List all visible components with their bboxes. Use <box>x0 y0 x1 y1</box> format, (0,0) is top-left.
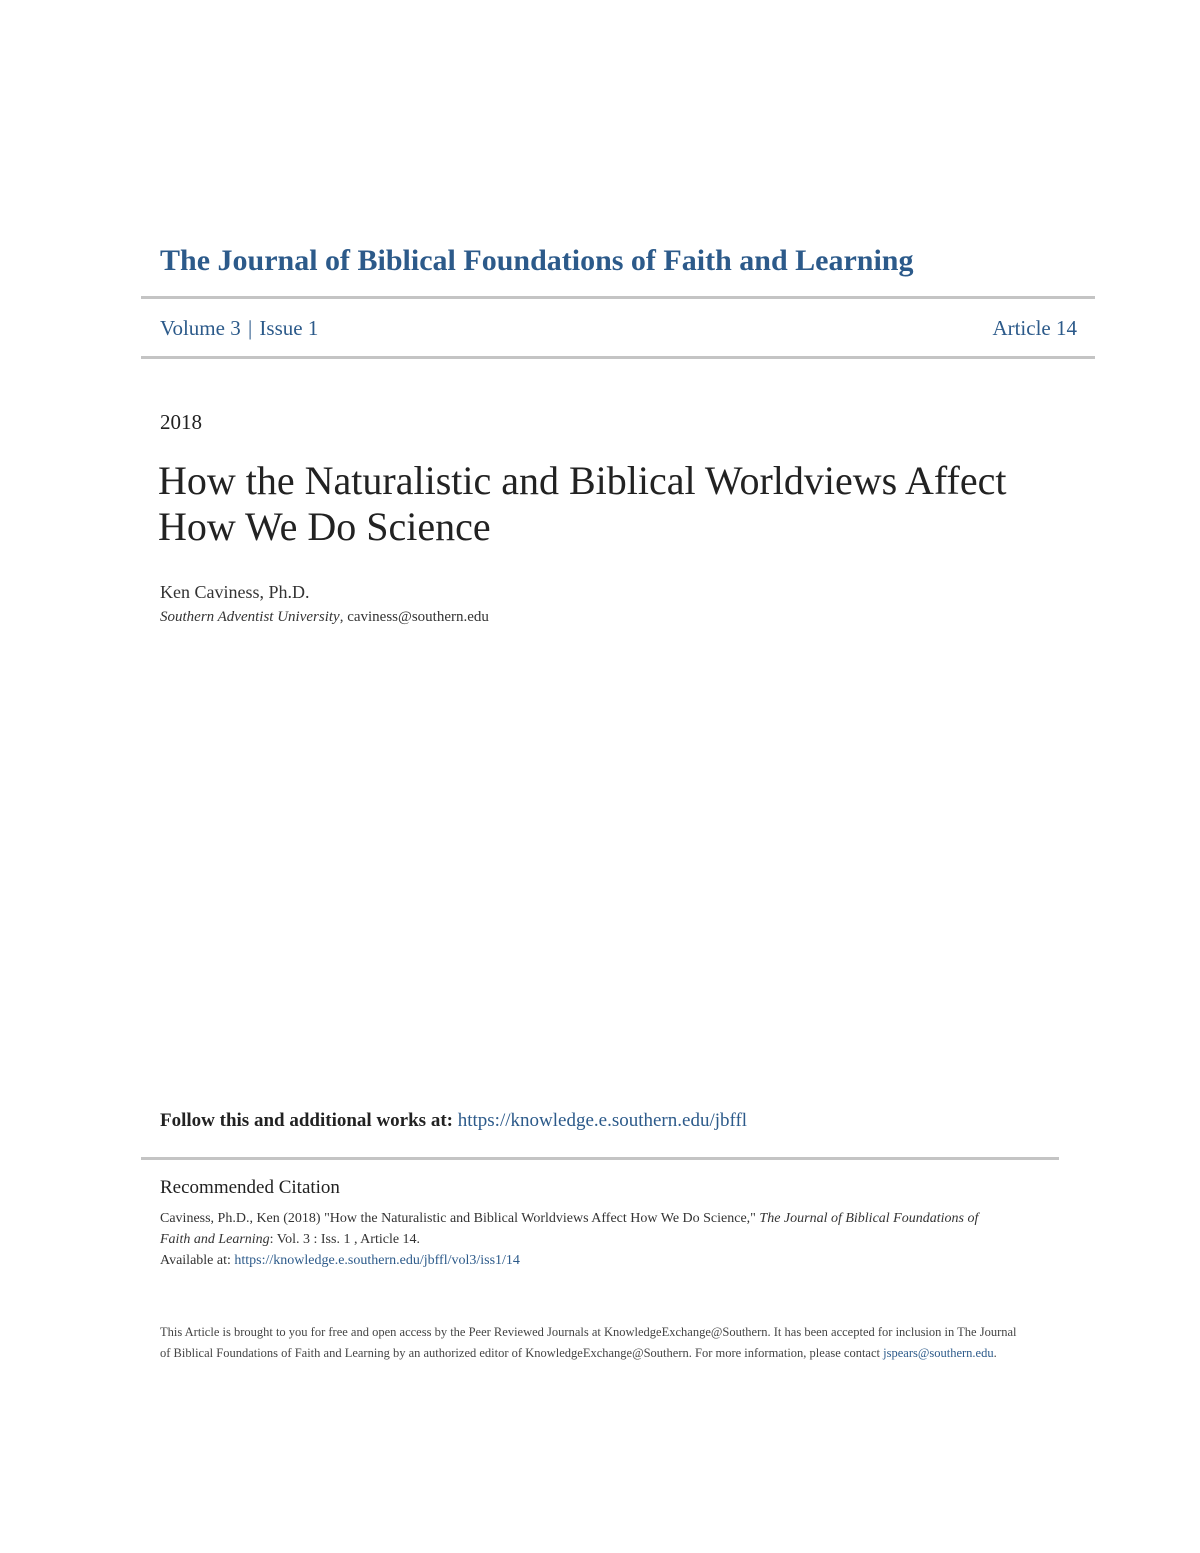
article-number-link[interactable]: Article 14 <box>992 316 1077 340</box>
citation-text: Caviness, Ph.D., Ken (2018) "How the Naturalistic and Biblical Worldviews Affect How We Do Science," <box>160 1211 756 1226</box>
citation-volume: : Vol. 3 : Iss. 1 , Article 14. <box>269 1232 421 1247</box>
issue-link[interactable]: Issue 1 <box>259 316 319 340</box>
publication-year: 2018 <box>160 410 202 434</box>
follow-line <box>160 1110 747 1132</box>
author-affiliation <box>160 609 489 626</box>
follow-link[interactable]: https://knowledge.e.southern.edu/jbffl <box>457 1110 748 1131</box>
citation-journal: The Journal of Biblical Foundations of Faith and Learning <box>160 1211 979 1247</box>
affiliation-comma: , <box>339 609 348 625</box>
top-divider <box>141 296 1095 299</box>
follow-label: Follow this and additional works at: <box>160 1110 453 1131</box>
available-label: Available at: <box>160 1253 231 1268</box>
access-note-text: This Article is brought to you for free and open access by the Peer Reviewed Journals at KnowledgeExchange@Southern. It has been accepted for inclusion in The Journal of Biblical Foundations of Faith and Learning by an authorized editor of KnowledgeExchange@Southern. For more information, please contact <box>160 1325 1017 1360</box>
citation-heading: Recommended Citation <box>160 1177 340 1198</box>
article-title: How the Naturalistic and Biblical Worldviews Affect How We Do Science <box>158 458 1007 549</box>
access-note-end: . <box>993 1346 997 1360</box>
citation-body <box>160 1208 1000 1271</box>
volume-link[interactable]: Volume 3 <box>160 316 241 340</box>
author-email: caviness@southern.edu <box>347 609 489 625</box>
follow-divider <box>141 1157 1059 1160</box>
volume-issue-separator: | <box>247 316 253 340</box>
available-link[interactable]: https://knowledge.e.southern.edu/jbffl/vol3/iss1/14 <box>234 1253 520 1268</box>
header-divider <box>141 356 1095 359</box>
author-name: Ken Caviness, Ph.D. <box>160 582 310 602</box>
volume-issue-line <box>160 316 318 341</box>
institution-name: Southern Adventist University <box>160 609 340 625</box>
journal-title[interactable]: The Journal of Biblical Foundations of Faith and Learning <box>160 244 914 277</box>
access-note <box>160 1322 1020 1364</box>
contact-email-link[interactable]: jspears@southern.edu <box>883 1346 994 1360</box>
